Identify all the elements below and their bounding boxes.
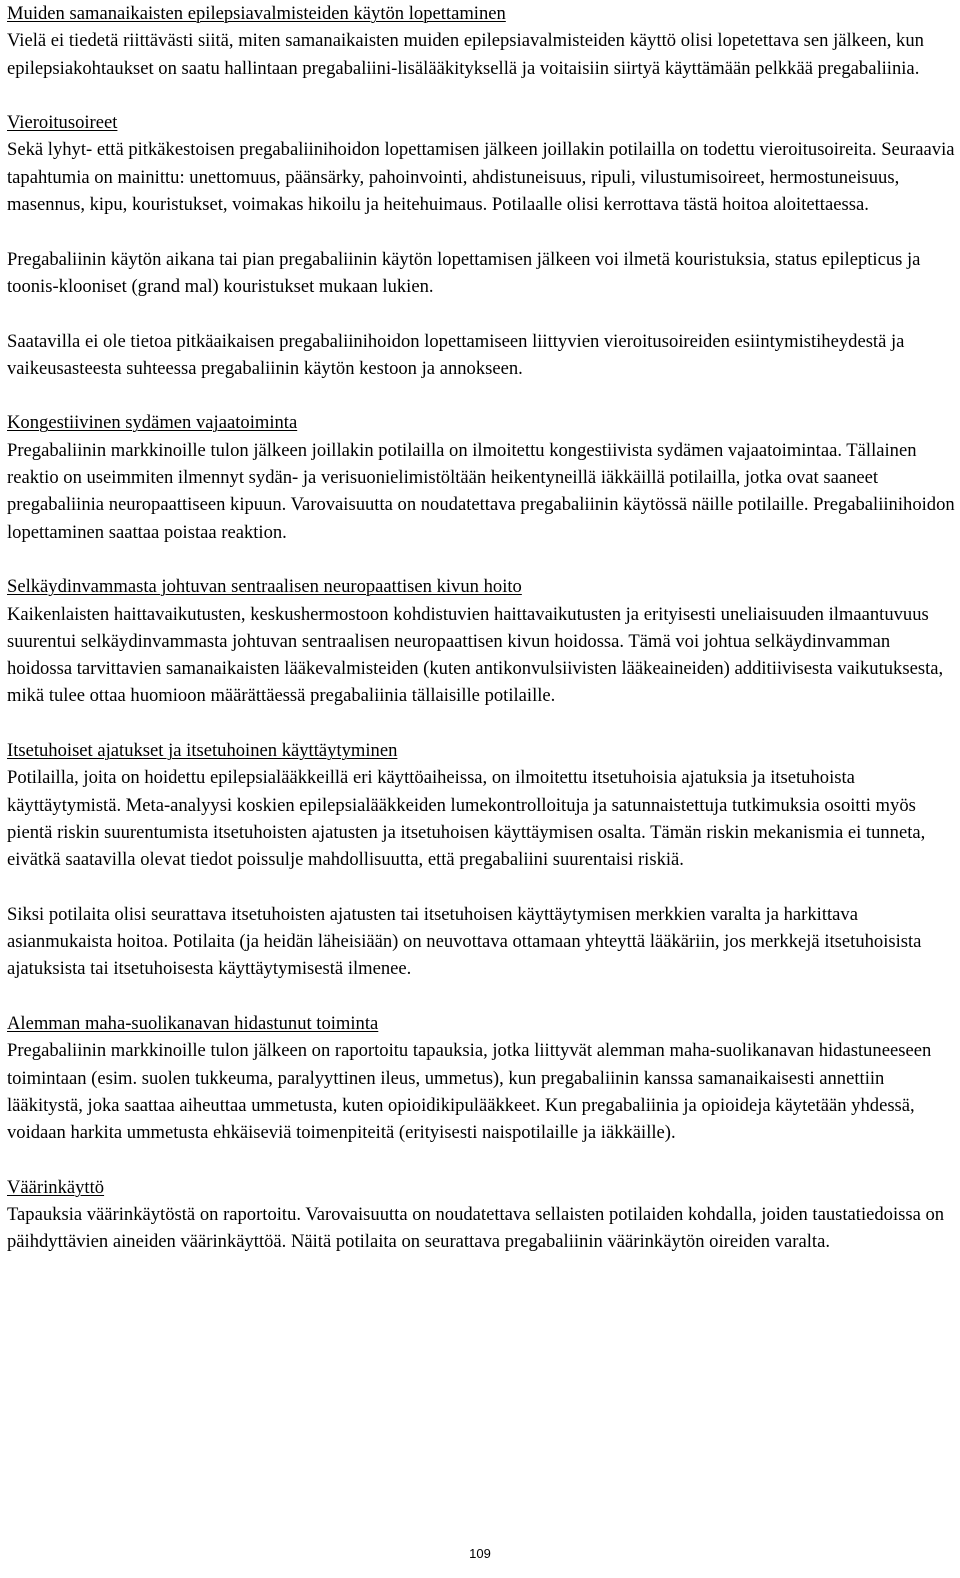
section-heading: Väärinkäyttö	[7, 1176, 105, 1198]
section-paragraph: Pregabaliinin markkinoille tulon jälkeen joillakin potilailla on ilmoitettu kongestiivista sydämen vajaatoimintaa. Tällainen reaktio on useimmiten ilmennyt sydän- ja verisuonielimistöltään heikentyneillä iäkkäillä potilailla, jotka ovat saaneet pregabaliinia neuropaattiseen kipuun. Varovaisuutta on noudatettava pregabaliinin käytössä näille potilaille. Pregabaliinihoidon lopettaminen saattaa poistaa reaktion.	[7, 439, 955, 543]
section-spinal-cord-injury-pain	[7, 573, 957, 709]
section-heading: Kongestiivinen sydämen vajaatoiminta	[7, 412, 298, 434]
section-congestive-heart-failure	[7, 409, 957, 545]
section-heading: Selkäydinvammasta johtuvan sentraalisen neuropaattisen kivun hoito	[7, 576, 522, 598]
section-suicidal-ideation	[7, 737, 957, 983]
section-misuse	[7, 1174, 957, 1256]
section-concomitant-aed-withdrawal	[7, 0, 957, 82]
section-paragraph: Potilailla, joita on hoidettu epilepsialääkkeillä eri käyttöaiheissa, on ilmoitettu itsetuhoisia ajatuksia ja itsetuhoista käyttäytymistä. Meta-analyysi koskien epilepsialääkkeiden lumekontrolloituja ja satunnaistettuja tutkimuksia osoitti myös pientä riskin suurentumista itsetuhoisten ajatusten ja itsetuhoisen käyttäymisen osalta. Tämän riskin mekanismia ei tunneta, eivätkä saatavilla olevat tiedot poissulje mahdollisuutta, että pregabaliini suurentaisi riskiä.	[7, 767, 926, 871]
section-heading: Itsetuhoiset ajatukset ja itsetuhoinen käyttäytyminen	[7, 740, 398, 762]
section-paragraph: Saatavilla ei ole tietoa pitkäaikaisen pregabaliinihoidon lopettamiseen liittyvien vieroitusoireiden esiintymistiheydestä ja vaikeusasteesta suhteessa pregabaliinin käytön kestoon ja annokseen.	[7, 330, 905, 379]
section-heading: Vieroitusoireet	[7, 112, 118, 134]
section-paragraph: Kaikenlaisten haittavaikutusten, keskushermostoon kohdistuvien haittavaikutusten ja erityisesti uneliaisuuden ilmaantuvuus suurentui selkäydinvammasta johtuvan sentraalisen neuropaattisen kivun hoidossa. Tämä voi johtua selkäydinvamman hoidossa tarvittavien samanaikaisten lääkevalmisteiden (kuten antikonvulsiivisten lääkeaineiden) additiivisesta vaikutuksesta, mikä tulee ottaa huomioon määrättäessä pregabaliinia tällaisille potilaille.	[7, 603, 944, 707]
section-paragraph: Pregabaliinin markkinoille tulon jälkeen on raportoitu tapauksia, jotka liittyvät alemman maha-suolikanavan hidastuneeseen toimintaan (esim. suolen tukkeuma, paralyyttinen ileus, ummetus), kun pregabaliinin kanssa samanaikaisesti annettiin lääkitystä, joka saattaa aiheuttaa ummetusta, kuten opioidikipulääkkeet. Kun pregabaliinia ja opioideja käytetään yhdessä, voidaan harkita ummetusta ehkäiseviä toimenpiteitä (erityisesti naispotilaille ja iäkkäille).	[7, 1040, 932, 1144]
section-withdrawal-symptoms	[7, 109, 957, 382]
section-paragraph: Vielä ei tiedetä riittävästi siitä, miten samanaikaisten muiden epilepsiavalmisteiden käyttö olisi lopetettava sen jälkeen, kun epilepsiakohtaukset on saatu hallintaan pregabaliini-lisälääkityksellä ja voitaisiin siirtyä käyttämään pelkkää pregabaliinia.	[7, 30, 924, 79]
section-paragraph: Pregabaliinin käytön aikana tai pian pregabaliinin käytön lopettamisen jälkeen voi ilmetä kouristuksia, status epilepticus ja toonis-klooniset (grand mal) kouristukset mukaan lukien.	[7, 248, 921, 297]
section-paragraph: Tapauksia väärinkäytöstä on raportoitu. Varovaisuutta on noudatettava sellaisten potilaiden kohdalla, joiden taustatiedoissa on päihdyttävien aineiden väärinkäyttöä. Näitä potilaita on seurattava pregabaliinin väärinkäytön oireiden varalta.	[7, 1204, 945, 1253]
section-heading: Alemman maha-suolikanavan hidastunut toiminta	[7, 1012, 379, 1034]
section-paragraph: Siksi potilaita olisi seurattava itsetuhoisten ajatusten tai itsetuhoisen käyttäytymisen merkkien varalta ja harkittava asianmukaista hoitoa. Potilaita (ja heidän läheisiään) on neuvottava ottamaan yhteyttä lääkäriin, jos merkkejä itsetuhoisista ajatuksista tai itsetuhoisesta käyttäytymisestä ilmenee.	[7, 903, 922, 980]
document-body	[7, 0, 957, 1256]
page-number: 109	[469, 1546, 491, 1561]
section-lower-gi-tract	[7, 1010, 957, 1146]
section-paragraph: Sekä lyhyt- että pitkäkestoisen pregabaliinihoidon lopettamisen jälkeen joillakin potilailla on todettu vieroitusoireita. Seuraavia tapahtumia on mainittu: unettomuus, päänsärky, pahoinvointi, ahdistuneisuus, ripuli, vilustumisoireet, hermostuneisuus, masennus, kipu, kouristukset, voimakas hikoilu ja heitehuimaus. Potilaalle olisi kerrottava tästä hoitoa aloitettaessa.	[7, 139, 955, 216]
section-heading: Muiden samanaikaisten epilepsiavalmisteiden käytön lopettaminen	[7, 3, 506, 24]
